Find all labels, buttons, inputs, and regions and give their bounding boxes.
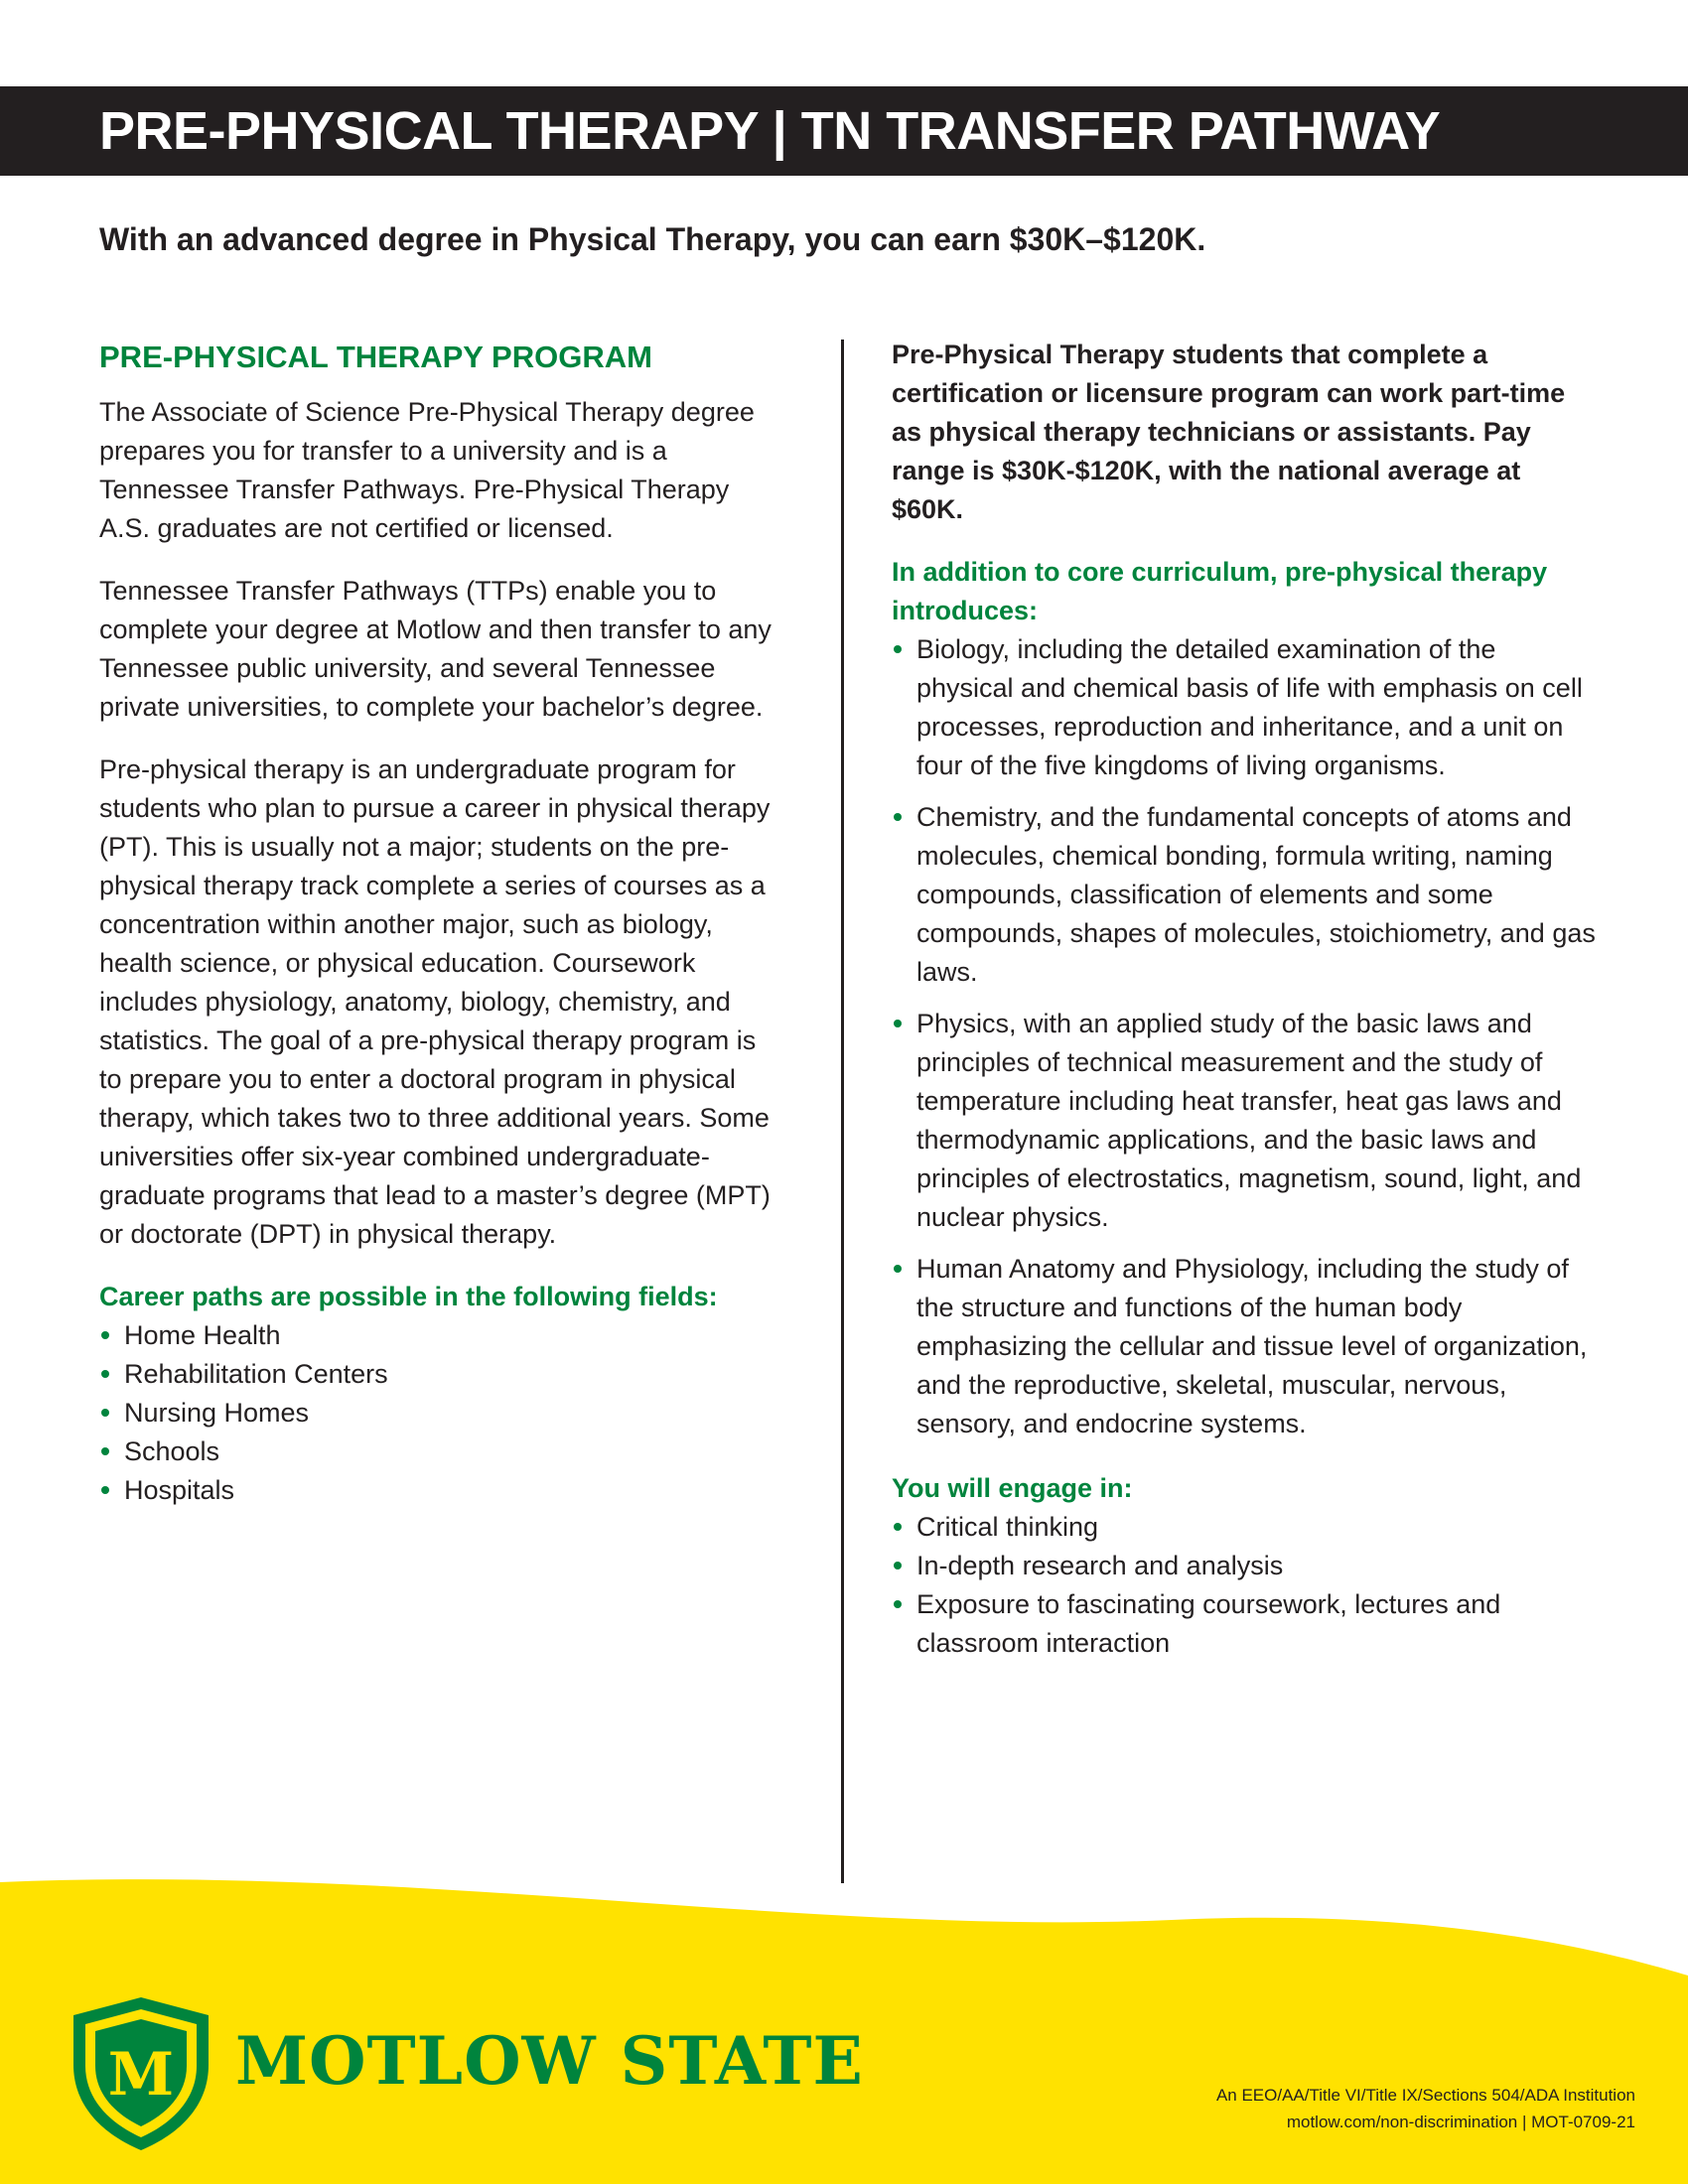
pay-range-paragraph: Pre-Physical Therapy students that complete a certification or licensure program can work part-time as physical therapy technicians or assistants. Pay range is $30K-$120K, with the national average at $60K. [892,340,1566,524]
list-item: Schools [99,1433,784,1471]
engage-list [892,1508,1597,1663]
list-item: Physics, with an applied study of the basic laws and principles of technical measurement and the study of temperature including heat transfer, heat gas laws and thermodynamic applications, and the basic laws and principles of electrostatics, magnetism, sound, light, and nuclear physics. [892,1005,1597,1237]
list-item: Rehabilitation Centers [99,1355,784,1394]
logo-letter: M [107,2040,175,2110]
non-discrimination-link: motlow.com/non-discrimination | MOT-0709-21 [1286,2113,1635,2131]
motlow-state-wordmark: MOTLOW STATE [235,2022,864,2100]
legal-notice [1216,2082,1635,2135]
program-description-paragraph: Pre-physical therapy is an undergraduate program for students who plan to pursue a career in physical therapy (PT). This is usually not a major; students on the pre-physical therapy track complete a series of courses as a concentration within another major, such as biology, health science, or physical education. Coursework includes physiology, anatomy, biology, chemistry, and statistics. The goal of a pre-physical therapy program is to prepare you to enter a doctoral program in physical therapy, which takes two to three additional years. Some universities offer six-year combined undergraduate-graduate programs that lead to a master’s degree (MPT) or doctorate (DPT) in physical therapy. [99,754,771,1249]
list-item: Biology, including the detailed examination of the physical and chemical basis of life with emphasis on cell processes, reproduction and inheritance, and a unit on four of the five kingdoms of living organisms. [892,630,1597,785]
list-item: Nursing Homes [99,1394,784,1433]
header-bar [0,86,1688,176]
engage-heading: You will engage in: [892,1473,1133,1503]
list-item: Human Anatomy and Physiology, including the study of the structure and functions of the human body emphasizing the cellular and tissue level of organization, and the reproductive, skeletal, muscular, nervous, sensory, and endocrine systems. [892,1250,1597,1443]
page-title: PRE-PHYSICAL THERAPY | TN TRANSFER PATHWAY [99,101,1441,161]
core-curriculum-heading: In addition to core curriculum, pre-physical therapy introduces: [892,557,1548,625]
column-divider [841,340,844,1883]
left-column [99,338,784,1530]
list-item: Hospitals [99,1471,784,1510]
list-item: Exposure to fascinating coursework, lectures and classroom interaction [892,1585,1597,1663]
list-item: Home Health [99,1316,784,1355]
tagline: With an advanced degree in Physical Therapy, you can earn $30K–$120K. [99,221,1206,257]
list-item: Critical thinking [892,1508,1597,1547]
list-item: In-depth research and analysis [892,1547,1597,1585]
intro-paragraph: The Associate of Science Pre-Physical Therapy degree prepares you for transfer to a university and is a Tennessee Transfer Pathways. Pre-Physical Therapy A.S. graduates are not certified or licensed. [99,397,755,543]
list-item: Chemistry, and the fundamental concepts of atoms and molecules, chemical bonding, formula writing, naming compounds, classification of elements and some compounds, shapes of molecules, stoichiometry, and gas laws. [892,798,1597,992]
motlow-shield-logo-icon [71,1995,211,2152]
careers-list [99,1316,784,1510]
ttp-paragraph: Tennessee Transfer Pathways (TTPs) enable you to complete your degree at Motlow and then transfer to any Tennessee public university, and several Tennessee private universities, to complete your bachelor’s degree. [99,576,772,722]
core-curriculum-list [892,630,1597,1443]
program-heading: PRE-PHYSICAL THERAPY PROGRAM [99,340,652,374]
careers-heading: Career paths are possible in the following fields: [99,1282,718,1311]
right-column [892,336,1597,1683]
eeo-statement: An EEO/AA/Title VI/Title IX/Sections 504/ADA Institution [1215,2086,1635,2105]
